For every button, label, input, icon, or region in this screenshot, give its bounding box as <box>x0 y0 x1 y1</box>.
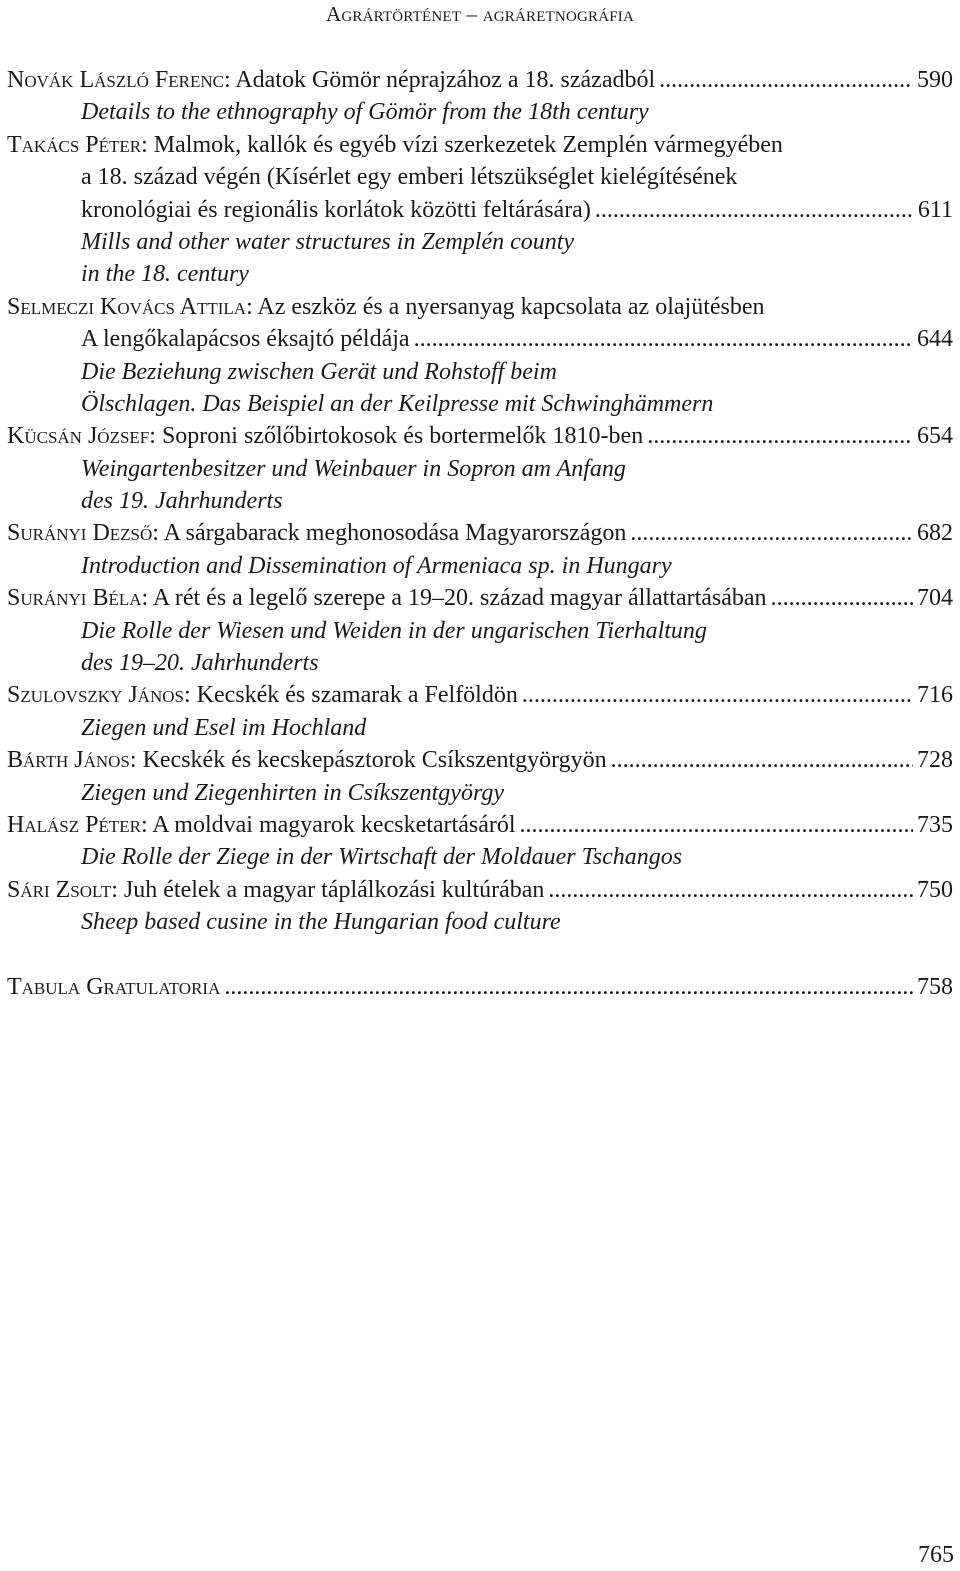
page-ref: 758 <box>917 973 953 1000</box>
page-ref: 611 <box>917 196 953 223</box>
author-name: Surányi Dezső <box>7 520 153 547</box>
leader-dots <box>607 744 913 776</box>
author-name: Takács Péter <box>7 131 142 158</box>
article-title: Kecskék és kecskepásztorok Csíkszentgyörgyön <box>142 747 607 774</box>
translation-line: Weingartenbesitzer und Weinbauer in Sopron am Anfang <box>81 455 626 482</box>
author-name: Szulovszky János <box>7 682 184 709</box>
article-title: Kecskék és szamarak a Felföldön <box>196 682 518 709</box>
page-number: 765 <box>918 1542 954 1568</box>
translation-line: Ziegen und Ziegenhirten in Csíkszentgyörgy <box>81 779 505 806</box>
translation-line: Ölschlagen. Das Beispiel an der Keilpresse mit Schwinghämmern <box>81 390 714 417</box>
article-title: Soproni szőlőbirtokosok és bortermelők 1810-ben <box>161 423 644 450</box>
toc-entry-title-line: Surányi Béla: A rét és a legelő szerepe a 19–20. század magyar állattartásában ..... 704 <box>7 582 953 614</box>
page-ref: 654 <box>917 423 953 450</box>
page-ref: 735 <box>917 811 953 838</box>
article-title: Az eszköz és a nyersanyag kapcsolata az olajütésben <box>257 293 765 320</box>
leader-dots <box>544 874 913 906</box>
toc-entry-title-line: Sári Zsolt: Juh ételek a magyar táplálkozási kultúrában ..... 750 <box>7 874 953 906</box>
author-name: Bárth János <box>7 747 130 774</box>
toc-entry-title-line: Kücsán József: Soproni szőlőbirtokosok és bortermelők 1810-ben ..... 654 <box>7 420 953 452</box>
article-title-continuation: A lengőkalapácsos éksajtó példája <box>81 326 410 353</box>
translation-line: Sheep based cusine in the Hungarian food culture <box>81 909 561 936</box>
leader-dots <box>591 194 913 226</box>
translation-line: Die Rolle der Wiesen und Weiden in der ungarischen Tierhaltung <box>81 617 707 644</box>
page-ref: 728 <box>917 747 953 774</box>
article-title: A rét és a legelő szerepe a 19–20. század magyar állattartásában <box>152 585 767 612</box>
page-ref: 716 <box>917 682 953 709</box>
article-title: A moldvai magyarok kecsketartásáról <box>152 811 516 838</box>
article-title: A sárgabarack meghonosodása Magyarországon <box>163 520 627 547</box>
author-name: Sári Zsolt <box>7 876 112 903</box>
toc-entry-title-line: Takács Péter: Malmok, kallók és egyéb vízi szerkezetek Zemplén vármegyében <box>7 131 783 158</box>
toc-entry-title-line <box>7 323 953 355</box>
article-title-continuation: a 18. század végén (Kísérlet egy emberi létszükséglet kielégítésének <box>81 164 738 191</box>
translation-line: Ziegen und Esel im Hochland <box>81 714 367 741</box>
leader-dots <box>410 323 913 355</box>
leader-dots <box>516 809 913 841</box>
page-ref: 682 <box>917 520 953 547</box>
translation-line: Mills and other water structures in Zemplén county <box>81 228 575 255</box>
page-ref: 590 <box>917 67 953 93</box>
page-ref: 704 <box>917 585 953 612</box>
leader-dots <box>767 582 913 614</box>
translation-line: Details to the ethnography of Gömör from the 18th century <box>81 99 649 126</box>
toc-entry-title-line: Surányi Dezső: A sárgabarack meghonosodása Magyarországon ..... 682 <box>7 517 953 549</box>
author-name: Surányi Béla <box>7 585 142 612</box>
tabula-gratulatoria-entry <box>7 971 953 1003</box>
translation-line: in the 18. century <box>81 261 249 288</box>
author-name: Kücsán József <box>7 423 150 450</box>
table-of-contents <box>7 64 953 1003</box>
translation-line: des 19–20. Jahrhunderts <box>81 650 319 677</box>
section-header: Agrártörténet – agráretnográfia <box>325 2 635 26</box>
toc-entry-title-line: Halász Péter: A moldvai magyarok kecsketartásáról ..... 735 <box>7 809 953 841</box>
author-name: Halász Péter <box>7 811 141 838</box>
page-ref: 644 <box>917 326 953 353</box>
leader-dots <box>626 517 913 549</box>
tabula-label: Tabula Gratulatoria <box>7 973 221 1000</box>
translation-line: Die Rolle der Ziege in der Wirtschaft der Moldauer Tschangos <box>81 844 683 871</box>
article-title: Adatok Gömör néprajzához a 18. századból <box>235 67 656 93</box>
article-title: Malmok, kallók és egyéb vízi szerkezetek Zemplén vármegyében <box>153 131 783 158</box>
author-name: Selmeczi Kovács Attila <box>7 293 247 320</box>
article-title-continuation: kronológiai és regionális korlátok közötti feltárására) <box>81 196 591 223</box>
toc-entry-title-line: Selmeczi Kovács Attila: Az eszköz és a nyersanyag kapcsolata az olajütésben <box>7 293 765 320</box>
toc-entry-title-line: Novák László Ferenc: Adatok Gömör néprajzához a 18. századból ..... 590 <box>7 64 953 96</box>
leader-dots <box>643 420 913 452</box>
leader-dots <box>655 64 913 96</box>
author-name: Novák László Ferenc <box>7 67 224 93</box>
leader-dots <box>220 971 913 1003</box>
toc-entry-title-line: Bárth János: Kecskék és kecskepásztorok Csíkszentgyörgyön ..... 728 <box>7 744 953 776</box>
article-title: Juh ételek a magyar táplálkozási kultúrában <box>123 876 545 903</box>
translation-line: Die Beziehung zwischen Gerät und Rohstoff beim <box>81 358 557 385</box>
toc-entry-title-line: Szulovszky János: Kecskék és szamarak a Felföldön ..... 716 <box>7 679 953 711</box>
toc-entry-title-line <box>7 194 953 226</box>
translation-line: Introduction and Dissemination of Armeniaca sp. in Hungary <box>81 552 672 579</box>
translation-line: des 19. Jahrhunderts <box>81 488 283 515</box>
leader-dots <box>518 679 913 711</box>
page-ref: 750 <box>917 876 953 903</box>
